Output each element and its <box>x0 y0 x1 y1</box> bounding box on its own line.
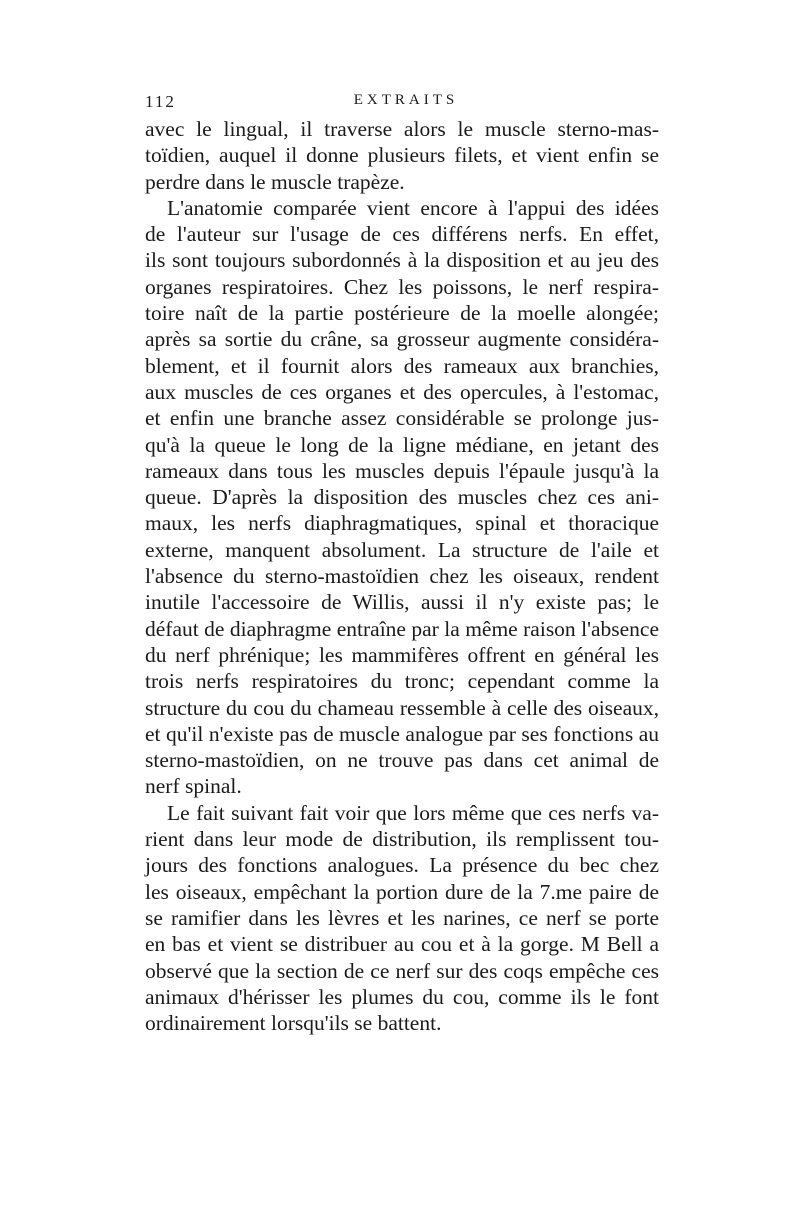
text-line: se ramifier dans les lèvres et les narines, ce nerf se porte <box>145 905 659 930</box>
text-line: perdre dans le muscle trapèze. <box>145 169 405 194</box>
text-line: structure du cou du chameau ressemble à celle des oiseaux, <box>145 695 659 720</box>
text-line: aux muscles de ces organes et des opercules, à l'estomac, <box>145 379 659 404</box>
text-line: qu'à la queue le long de la ligne médiane, en jetant des <box>145 432 659 457</box>
text-line: Le fait suivant fait voir que lors même que ces nerfs va- <box>167 800 659 825</box>
text-line: du nerf phrénique; les mammifères offrent en général les <box>145 642 659 667</box>
text-line: jours des fonctions analogues. La présence du bec chez <box>145 853 659 878</box>
text-line: ordinairement lorsqu'ils se battent. <box>145 1011 442 1036</box>
text-line: observé que la section de ce nerf sur des coqs empêche ces <box>145 958 659 983</box>
text-line: et enfin une branche assez considérable se prolonge jus- <box>145 406 659 431</box>
text-line: blement, et il fournit alors des rameaux aux branchies, <box>145 353 659 378</box>
text-line: maux, les nerfs diaphragmatiques, spinal et thoracique <box>145 511 659 536</box>
text-line: de l'auteur sur l'usage de ces différens nerfs. En effet, <box>145 222 659 247</box>
text-line: rameaux dans tous les muscles depuis l'épaule jusqu'à la <box>145 458 659 483</box>
body-text <box>145 116 659 1036</box>
text-line: après sa sortie du crâne, sa grosseur augmente considéra- <box>145 327 659 352</box>
text-line: sterno-mastoïdien, on ne trouve pas dans cet animal de <box>145 748 659 773</box>
text-line: l'absence du sterno-mastoïdien chez les oiseaux, rendent <box>145 564 659 589</box>
text-line: organes respiratoires. Chez les poissons, le nerf respira- <box>145 274 659 299</box>
text-line: queue. D'après la disposition des muscles chez ces ani- <box>145 485 659 510</box>
text-line: avec le lingual, il traverse alors le muscle sterno-mas- <box>145 117 659 141</box>
text-line: animaux d'hérisser les plumes du cou, comme ils le font <box>145 984 659 1009</box>
text-line: en bas et vient se distribuer au cou et à la gorge. M Bell a <box>145 932 659 957</box>
running-head <box>145 92 667 116</box>
text-line: ils sont toujours subordonnés à la disposition et au jeu des <box>145 248 659 273</box>
text-line: toire naît de la partie postérieure de la moelle alongée; <box>145 301 659 326</box>
text-line: toïdien, auquel il donne plusieurs filets, et vient enfin se <box>145 143 659 168</box>
text-line: les oiseaux, empêchant la portion dure de la 7.me paire de <box>145 879 659 904</box>
text-line: trois nerfs respiratoires du tronc; cependant comme la <box>145 669 659 694</box>
text-line: et qu'il n'existe pas de muscle analogue par ses fonctions au <box>145 721 659 746</box>
text-line: rient dans leur mode de distribution, ils remplissent tou- <box>145 827 659 852</box>
text-line: externe, manquent absolument. La structure de l'aile et <box>145 537 659 562</box>
text-line: nerf spinal. <box>145 774 242 799</box>
text-line: inutile l'accessoire de Willis, aussi il n'y existe pas; le <box>145 590 659 615</box>
page-number: 112 <box>145 92 176 111</box>
text-line: L'anatomie comparée vient encore à l'appui des idées <box>167 195 659 220</box>
text-line: défaut de diaphragme entraîne par la même raison l'absence <box>145 616 659 641</box>
running-title: EXTRAITS <box>353 92 459 108</box>
